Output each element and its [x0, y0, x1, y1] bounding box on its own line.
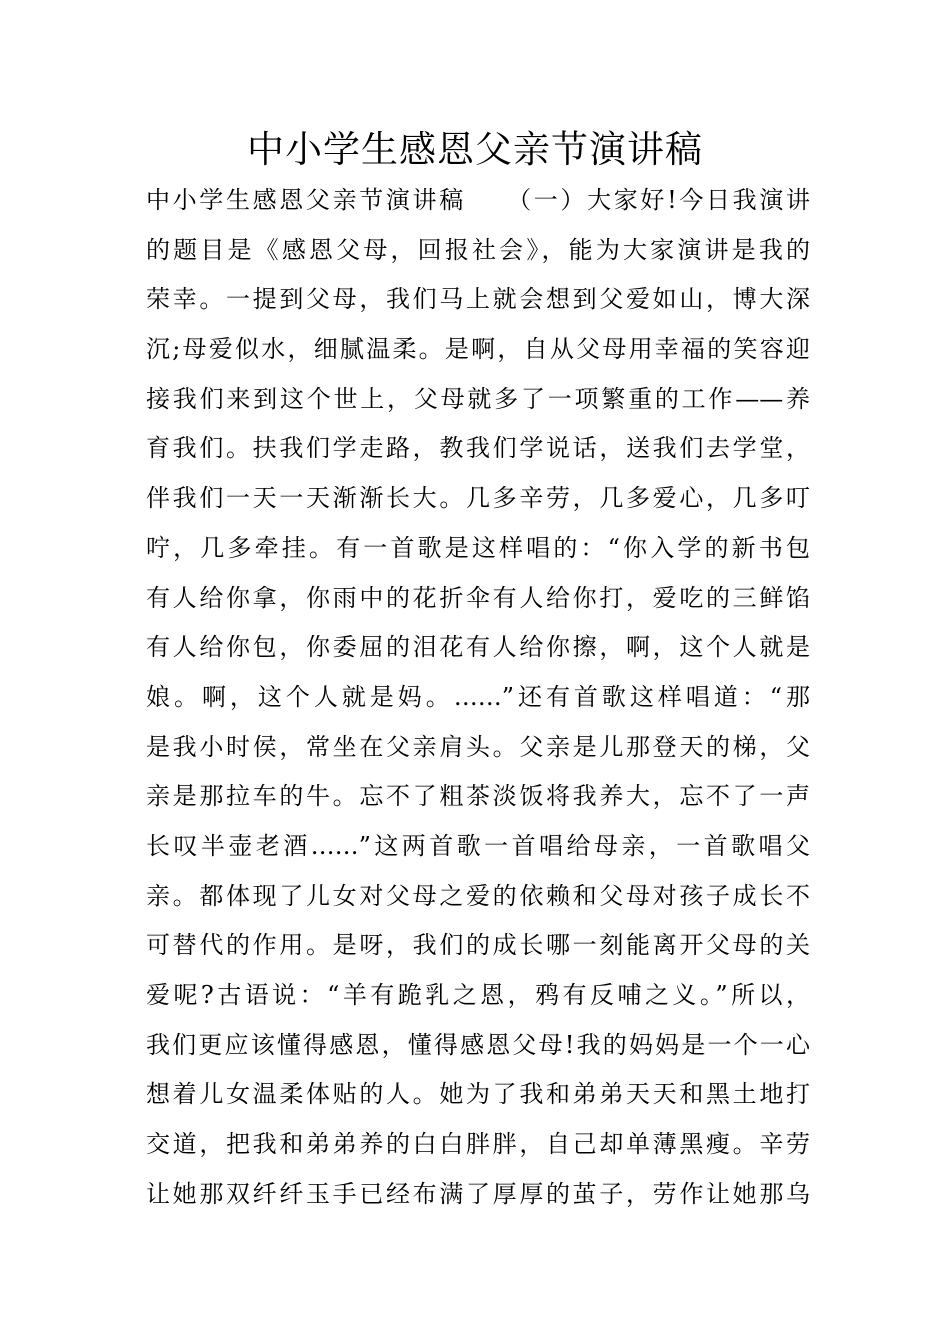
- body-line: 荣幸。一提到父母，我们马上就会想到父爱如山，博大深: [146, 285, 810, 314]
- body-line: 想着儿女温柔体贴的人。她为了我和弟弟天天和黑土地打: [146, 1080, 810, 1109]
- body-line: 咛，几多牵挂。有一首歌是这样唱的：“你入学的新书包: [146, 533, 810, 562]
- body-line: 是我小时侯，常坐在父亲肩头。父亲是儿那登天的梯，父: [146, 732, 810, 761]
- body-line: 中小学生感恩父亲节演讲稿 （一）大家好!今日我演讲: [146, 186, 810, 214]
- body-line: 亲是那拉车的牛。忘不了粗茶淡饭将我养大，忘不了一声: [146, 782, 810, 811]
- body-line: 沉;母爱似水，细腻温柔。是啊，自从父母用幸福的笑容迎: [146, 335, 810, 364]
- body-line: 交道，把我和弟弟养的白白胖胖，自己却单薄黑瘦。辛劳: [146, 1130, 810, 1159]
- body-line: 亲。都体现了儿女对父母之爱的依赖和父母对孩子成长不: [146, 881, 810, 910]
- body-line: 接我们来到这个世上，父母就多了一项繁重的工作——养: [146, 384, 810, 413]
- body-line: 伴我们一天一天渐渐长大。几多辛劳，几多爱心，几多叮: [146, 484, 810, 513]
- body-line: 爱呢?古语说：“羊有跪乳之恩，鸦有反哺之义。”所以，: [146, 981, 810, 1009]
- body-line: 娘。啊，这个人就是妈。……”还有首歌这样唱道：“那: [146, 682, 810, 711]
- body-line: 有人给你包，你委屈的泪花有人给你擦，啊，这个人就是: [146, 633, 810, 662]
- document-body: [146, 176, 810, 1219]
- body-line: 的题目是《感恩父母，回报社会》，能为大家演讲是我的: [146, 235, 810, 264]
- body-line: 长叹半壶老酒……”这两首歌一首唱给母亲，一首歌唱父: [146, 831, 810, 860]
- body-line: 我们更应该懂得感恩，懂得感恩父母!我的妈妈是一个一心: [146, 1030, 810, 1059]
- body-line: 有人给你拿，你雨中的花折伞有人给你打，爱吃的三鲜馅: [146, 583, 810, 612]
- body-line: 育我们。扶我们学走路，教我们学说话，送我们去学堂，: [146, 434, 810, 463]
- document-title: 中小学生感恩父亲节演讲稿: [247, 128, 703, 171]
- body-line: 可替代的作用。是呀，我们的成长哪一刻能离开父母的关: [146, 931, 810, 960]
- body-line: 让她那双纤纤玉手已经布满了厚厚的茧子，劳作让她那乌: [146, 1179, 810, 1208]
